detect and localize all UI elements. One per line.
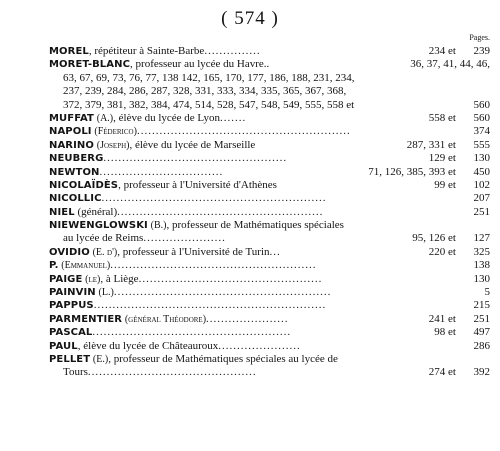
entry-page: 239: [473, 45, 490, 57]
entry-refs: 234 et: [428, 45, 456, 57]
entry-refs: 36, 37, 41, 44, 46,: [410, 58, 490, 71]
entry-refs-line: 63, 67, 69, 73, 76, 77, 138 142, 165, 170, 177, 186, 188, 231, 234,: [63, 71, 355, 84]
entry-name: NARINO: [49, 139, 94, 151]
entry-page: 138: [473, 259, 490, 272]
index-entry: [0, 139, 500, 152]
entry-paren: (L.): [98, 287, 114, 299]
entry-detail: , à Liège: [100, 272, 139, 285]
entry-detail: , élève du lycée de Lyon: [113, 111, 221, 124]
entry-detail: , professeur au lycée du Havre..: [130, 58, 270, 71]
entry-name: PELLET: [49, 353, 91, 365]
entry-name: NIEL: [49, 206, 75, 218]
pages-column-header: Pages.: [469, 33, 490, 42]
entry-name: NEWTON: [49, 166, 100, 178]
entry-detail: , professeur à l'Université d'Athènes: [118, 178, 277, 191]
entry-page: 560: [473, 98, 490, 111]
entry-paren: (B.): [150, 220, 167, 232]
entry-page: 560: [473, 111, 490, 124]
entry-page: 450: [473, 165, 490, 178]
entry-refs: 558 et: [428, 111, 456, 124]
entry-refs: 71, 126, 385, 393 et: [368, 165, 456, 178]
entry-detail: , professeur à l'Université de Turin: [117, 245, 270, 258]
index-entry: [0, 58, 500, 112]
index-entry: NICOLLIC............................................................ 207: [49, 192, 490, 205]
entry-refs: 241 et: [428, 312, 456, 325]
entry-paren: (E. d'): [92, 246, 118, 258]
entry-refs: 98 et: [434, 326, 456, 339]
entry-page: 5: [484, 286, 490, 299]
index-entry: PAPPUS.............................................................. 215: [49, 299, 490, 312]
entry-refs: 129 et: [428, 152, 456, 165]
entry-name: PAUL: [49, 340, 78, 352]
entry-refs: 99 et: [434, 178, 456, 191]
index-entry: PASCAL..................................................... 98 et 497: [49, 326, 490, 339]
index-entry: NEUBERG................................................. 129 et 130: [49, 152, 490, 165]
entry-refs-line: 237, 239, 284, 286, 287, 328, 331, 333, 334, 335, 365, 367, 368,: [63, 85, 347, 98]
index-entry: NIEWENGLOWSKI (B.), professeur de Mathématiques spéciales au lycée de Reims...................... 95, 126 et 127: [49, 219, 490, 245]
entry-name: PAIGE: [49, 273, 83, 285]
entry-name: NICOLAÏDÈS: [49, 179, 119, 191]
entry-detail-cont: au lycée de Reims: [63, 232, 144, 245]
entry-detail: , professeur de Mathématiques spéciales au lycée de: [108, 352, 338, 365]
index-entry: PAIGE (le), à Liège................................................. 130: [49, 272, 490, 285]
index-entry: P. (Emmanuel)....................................................... 138: [49, 259, 490, 272]
entry-refs: 287, 331 et: [406, 138, 456, 151]
entry-paren: (le): [85, 273, 101, 285]
entry-page: 251: [473, 205, 490, 218]
entry-name: PAINVIN: [49, 287, 96, 299]
entry-name: NAPOLI: [49, 126, 92, 138]
index-entry: PARMENTIER (général Théodore)...................... 241 et 251: [49, 312, 490, 325]
entry-name: NIEWENGLOWSKI: [49, 220, 148, 232]
entry-paren: (Joseph): [96, 139, 130, 151]
index-entry: PELLET (E.), professeur de Mathématiques spéciales au lycée de Tours............................................. 274 et 392: [49, 352, 490, 379]
entry-page: 130: [473, 272, 490, 285]
entry-detail: , répétiteur à Sainte-Barbe: [88, 45, 205, 57]
entry-detail: , élève du lycée de Châteauroux: [77, 339, 219, 352]
entry-page: 130: [473, 152, 490, 165]
index-entry: MUFFAT (A.), élève du lycée de Lyon....... 558 et 560: [49, 111, 490, 124]
entry-paren: (général): [77, 205, 118, 218]
entry-page: 325: [473, 245, 490, 258]
entry-paren: (Emmanuel): [61, 260, 111, 272]
index-entry: PAINVIN (L.).......................................................... 5: [49, 286, 490, 299]
entry-page: 215: [473, 299, 490, 312]
entry-paren: (général Théodore): [124, 313, 207, 325]
index-entry: NIEL (général)....................................................... 251: [49, 205, 490, 218]
index-entry: PAUL, élève du lycée de Châteauroux...................... 286: [49, 339, 490, 352]
entry-name: NICOLLIC: [49, 193, 102, 205]
index-entry: OVIDIO (E. d'), professeur à l'Université de Turin... 220 et 325: [49, 245, 490, 258]
entry-detail: , professeur de Mathématiques spéciales: [166, 219, 344, 232]
entry-page: 392: [473, 366, 490, 379]
entry-paren: (A.): [96, 112, 114, 124]
entry-refs: 95, 126 et: [412, 232, 456, 245]
entry-paren: (Féderico): [94, 126, 137, 138]
entry-name: PARMENTIER: [49, 313, 123, 325]
entry-detail-cont: Tours: [63, 366, 88, 379]
index-entry: [0, 179, 500, 192]
entry-name: OVIDIO: [49, 246, 90, 258]
entry-refs: 274 et: [428, 366, 456, 379]
entry-page: 207: [473, 192, 490, 205]
entry-page: 286: [473, 339, 490, 352]
entry-name: PASCAL: [49, 327, 93, 339]
entry-detail: , élève du lycée de Marseille: [129, 138, 256, 151]
entry-page: 251: [473, 312, 490, 325]
index-entry: NAPOLI (Féderico)......................................................... 374: [49, 125, 490, 138]
entry-refs-line: 372, 379, 381, 382, 384, 474, 514, 528, 547, 548, 549, 555, 558 et: [63, 98, 355, 111]
entry-refs: 220 et: [428, 245, 456, 258]
entry-page: 127: [473, 232, 490, 245]
entry-name: MORET-BLANC: [49, 59, 131, 71]
entry-name: MUFFAT: [49, 112, 94, 124]
index-entries: [0, 45, 500, 380]
entry-page: 102: [473, 178, 490, 191]
entry-name: MOREL: [49, 46, 89, 57]
entry-page: 497: [473, 326, 490, 339]
index-entry: MOREL, répétiteur à Sainte-Barbe............... 234 et 239: [49, 45, 490, 57]
entry-name: P.: [49, 260, 59, 272]
entry-page: 555: [473, 138, 490, 151]
entry-name: PAPPUS: [49, 300, 94, 312]
index-entry: NEWTON................................. 71, 126, 385, 393 et 450: [49, 165, 490, 178]
entry-page: 374: [473, 125, 490, 138]
page-number: ( 574 ): [221, 8, 279, 29]
entry-paren: (E.): [92, 353, 109, 365]
entry-name: NEUBERG: [49, 153, 104, 165]
